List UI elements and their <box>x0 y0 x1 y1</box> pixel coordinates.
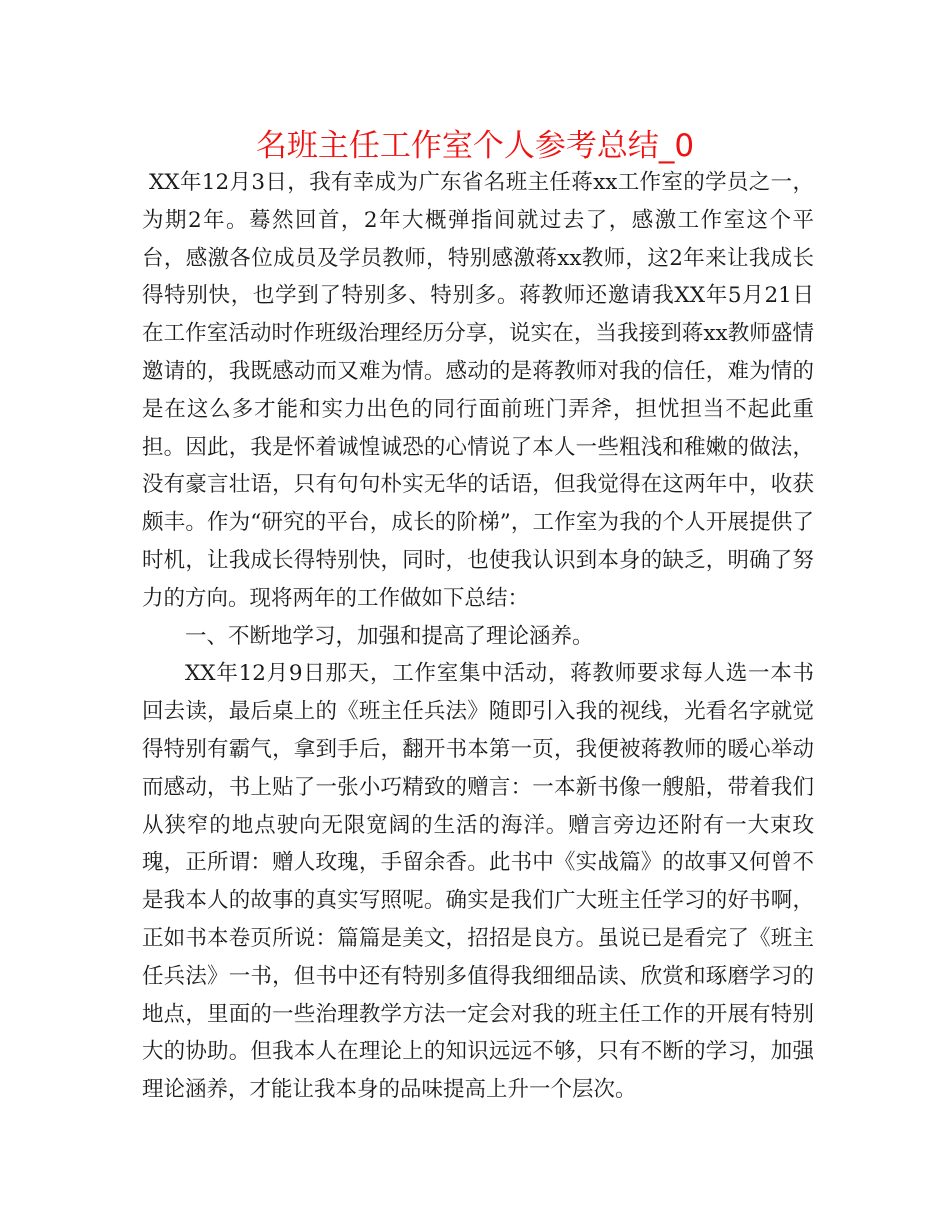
document-body <box>142 164 814 1109</box>
paragraph-intro: XX年12月3日，我有幸成为广东省名班主任蒋xx工作室的学员之一，为期2年。蓦然回首，2年大概弹指间就过去了，感激工作室这个平台，感激各位成员及学员教师，特别感激蒋xx教师，这2年来让我成长得特别快，也学到了特别多、特别多。蒋教师还邀请我XX年5月21日在工作室活动时作班级治理经历分享，说实在，当我接到蒋xx教师盛情邀请的，我既感动而又难为情。感动的是蒋教师对我的信任，难为情的是在这么多才能和实力出色的同行面前班门弄斧，担忧担当不起此重担。因此，我是怀着诚惶诚恐的心情说了本人一些粗浅和稚嫩的做法，没有豪言壮语，只有句句朴实无华的话语，但我觉得在这两年中，收获颇丰。作为“研究的平台，成长的阶梯”，工作室为我的个人开展提供了时机，让我成长得特别快，同时，也使我认识到本身的缺乏，明确了努力的方向。现将两年的工作做如下总结： <box>142 170 814 611</box>
section-heading: 一、不断地学习，加强和提高了理论涵养。 <box>185 623 594 649</box>
document-title: 名班主任工作室个人参考总结_0 <box>255 128 695 164</box>
paragraph-study: XX年12月9日那天，工作室集中活动，蒋教师要求每人选一本书回去读，最后桌上的《班主任兵法》随即引入我的视线，光看名字就觉得特别有霸气，拿到手后，翻开书本第一页，我便被蒋教师的暖心举动而感动，书上贴了一张小巧精致的赠言：一本新书像一艘船，带着我们从狭窄的地点驶向无限宽阔的生活的海洋。赠言旁边还附有一大束玫瑰，正所谓：赠人玫瑰，手留余香。此书中《实战篇》的故事又何曾不是我本人的故事的真实写照呢。确实是我们广大班主任学习的好书啊，正如书本卷页所说：篇篇是美文，招招是良方。虽说已是看完了《班主任兵法》一书，但书中还有特别多值得我细细品读、欣赏和琢磨学习的地点，里面的一些治理教学方法一定会对我的班主任工作的开展有特别大的协助。但我本人在理论上的知识远远不够，只有不断的学习，加强理论涵养，才能让我本身的品味提高上升一个层次。 <box>142 661 814 1103</box>
